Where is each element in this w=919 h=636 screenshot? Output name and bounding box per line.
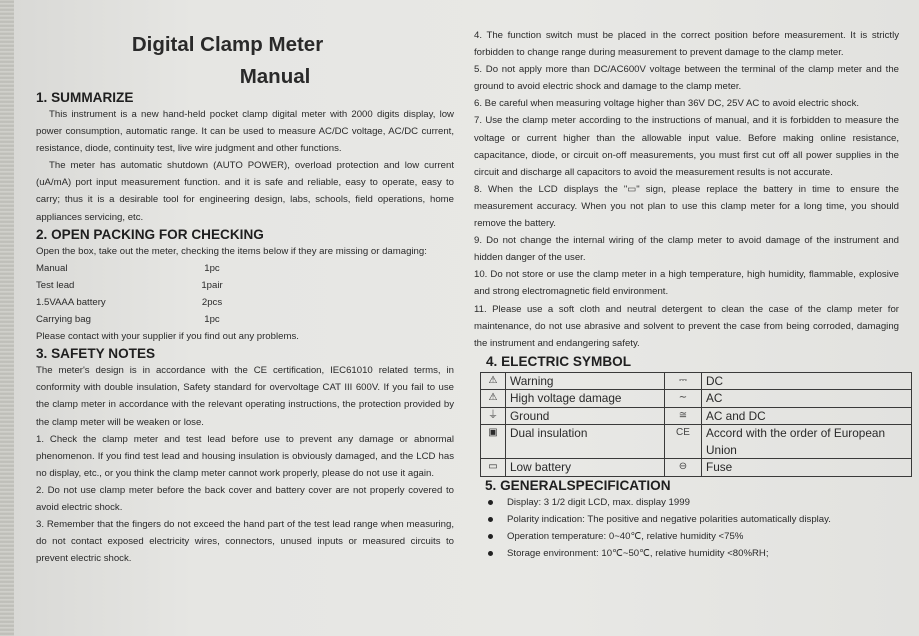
high-voltage-icon: ⚠ <box>481 390 506 408</box>
safety-note-3: 3. Remember that the fingers do not exceed the hand part of the test lead range when measuring, do not contact exposed electricity wires, connectors, unused inputs or measured circuits to prevent electric shock. <box>36 519 454 565</box>
dc-icon: ⎓ <box>665 372 702 390</box>
symbol-label: Low battery <box>506 459 665 477</box>
symbol-label: Warning <box>506 372 665 390</box>
symbol-row <box>481 372 912 390</box>
safety-note-9: 9. Do not change the internal wiring of the clamp meter to avoid damage of the instrument and hidden danger of the user. <box>474 235 899 264</box>
packing-item-name: Carrying bag <box>36 314 91 326</box>
safety-note-7: 7. Use the clamp meter according to the instructions of manual, and it is forbidden to measure the voltage or current higher than the allowable input value. Before making online resistance, capacitance, diode, or circuit on-off measurements, you must first cut off all power supplies in the circuit and discharge all capacitors to avoid the measurement results is not accurate. <box>474 115 899 178</box>
spec-item: Storage environment: 10℃~50℃, relative humidity <80%RH; <box>507 545 899 562</box>
safety-note-8: 8. When the LCD displays the "▭" sign, please replace the battery in time to ensure the measurement accuracy. When you not plan to use this clamp meter for a long time, you should remove the battery. <box>474 183 899 230</box>
ac-icon: ∼ <box>665 390 702 408</box>
symbol-label: Ground <box>506 407 665 425</box>
symbol-label: AC <box>702 390 912 408</box>
ground-icon: ⏚ <box>481 407 506 425</box>
packing-item <box>36 311 454 328</box>
symbol-label: High voltage damage <box>506 390 665 408</box>
symbol-label: AC and DC <box>702 407 912 425</box>
symbol-label: Dual insulation <box>506 425 665 459</box>
warning-icon: ⚠ <box>481 372 506 390</box>
packing-item-name: Test lead <box>36 279 75 291</box>
spec-list <box>485 494 899 562</box>
symbol-label: Accord with the order of European Union <box>702 425 912 459</box>
section-electric-heading: 4. ELECTRIC SYMBOL <box>486 353 632 369</box>
spec-item: Operation temperature: 0~40℃, relative humidity <75% <box>507 528 899 545</box>
fuse-icon: ⊖ <box>665 459 702 477</box>
ac-dc-icon: ≅ <box>665 407 702 425</box>
symbol-row <box>481 459 912 477</box>
packing-contact: Please contact with your supplier if you find out any problems. <box>36 331 299 343</box>
electric-symbol-table <box>480 372 912 477</box>
packing-item-name: 1.5VAAA battery <box>36 296 106 308</box>
right-column <box>474 27 899 562</box>
safety-note-5: 5. Do not apply more than DC/AC600V voltage between the terminal of the clamp meter and the ground to avoid electric shock and damage to the clamp meter. <box>474 64 899 93</box>
safety-note-6: 6. Be careful when measuring voltage higher than 36V DC, 25V AC to avoid electric shock. <box>474 98 860 110</box>
safety-note-4: 4. The function switch must be placed in the correct position before measurement. It is strictly forbidden to change range during measurement to prevent damage to the clamp meter. <box>474 30 899 59</box>
ce-mark-icon: CE <box>665 425 702 459</box>
packing-item-qty: 1pc <box>204 262 220 274</box>
left-column <box>36 0 454 567</box>
safety-note-1: 1. Check the clamp meter and test lead before use to prevent any damage or abnormal phenomenon. If you find test lead and housing insulation is obviously damaged, and the LCD has no display, etc., or you think the clamp meter cannot work properly, please do not use it again. <box>36 433 454 479</box>
safety-note-2: 2. Do not use clamp meter before the back cover and battery cover are not properly covered to avoid electric shock. <box>36 484 454 513</box>
packing-item-qty: 1pair <box>201 279 223 291</box>
summarize-paragraph-2: The meter has automatic shutdown (AUTO POWER), overload protection and low current (uA/mA) port input measurement function. and it is safe and reliable, easy to operate, easy to carry; thus it is a desirable tool for engineering design, labs, schools, field operations, home appliances servicing, etc. <box>36 160 454 223</box>
manual-subtitle: Manual <box>239 65 311 88</box>
symbol-label: Fuse <box>702 459 912 477</box>
spec-item: Display: 3 1/2 digit LCD, max. display 1999 <box>507 494 899 511</box>
dual-insulation-icon: ▣ <box>481 425 506 459</box>
packing-item <box>36 277 454 294</box>
safety-note-10: 10. Do not store or use the clamp meter in a high temperature, high humidity, flammable, explosive and strong electromagnetic field environment. <box>474 269 899 298</box>
packing-list <box>36 260 454 328</box>
section-safety-heading: 3. SAFETY NOTES <box>36 346 156 362</box>
manual-page <box>14 0 919 636</box>
low-battery-icon: ▭ <box>481 459 506 477</box>
section-packing-heading: 2. OPEN PACKING FOR CHECKING <box>36 226 264 242</box>
section-summarize-heading: 1. SUMMARIZE <box>36 90 134 105</box>
binding-edge <box>0 0 14 636</box>
summarize-paragraph-1: This instrument is a new hand-held pocket clamp digital meter with 2000 digits display, low power consumption, automatic range. It can be used to measure AC/DC voltage, AC/DC current, resistance, diode, continuity test, live wire judgment and other functions. <box>36 109 454 155</box>
section-spec-heading: 5. GENERALSPECIFICATION <box>485 477 671 493</box>
safety-intro: The meter's design is in accordance with the CE certification, IEC61010 related terms, in conformity with double insulation, Safety standard for overvoltage CAT III 600V. If you fail to use the clamp meter in accordance with the relevant operating instructions, the protection provided by the clamp meter will be weaken or lose. <box>36 365 454 428</box>
packing-item-qty: 1pc <box>204 314 220 326</box>
packing-item-name: Manual <box>36 262 68 274</box>
packing-item <box>36 260 454 277</box>
packing-item-qty: 2pcs <box>201 296 223 308</box>
packing-intro: Open the box, take out the meter, checking the items below if they are missing or damaging: <box>36 245 427 257</box>
manual-title: Digital Clamp Meter <box>131 33 324 56</box>
symbol-row <box>481 390 912 408</box>
symbol-row <box>481 407 912 425</box>
spec-item: Polarity indication: The positive and negative polarities automatically display. <box>507 511 899 528</box>
safety-note-11: 11. Please use a soft cloth and neutral detergent to clean the case of the clamp meter for maintenance, do not use abrasive and solvent to prevent the case from being corroded, damaging the instrument and endangering safety. <box>474 303 899 349</box>
packing-item <box>36 294 454 311</box>
symbol-label: DC <box>702 372 912 390</box>
symbol-row <box>481 425 912 459</box>
